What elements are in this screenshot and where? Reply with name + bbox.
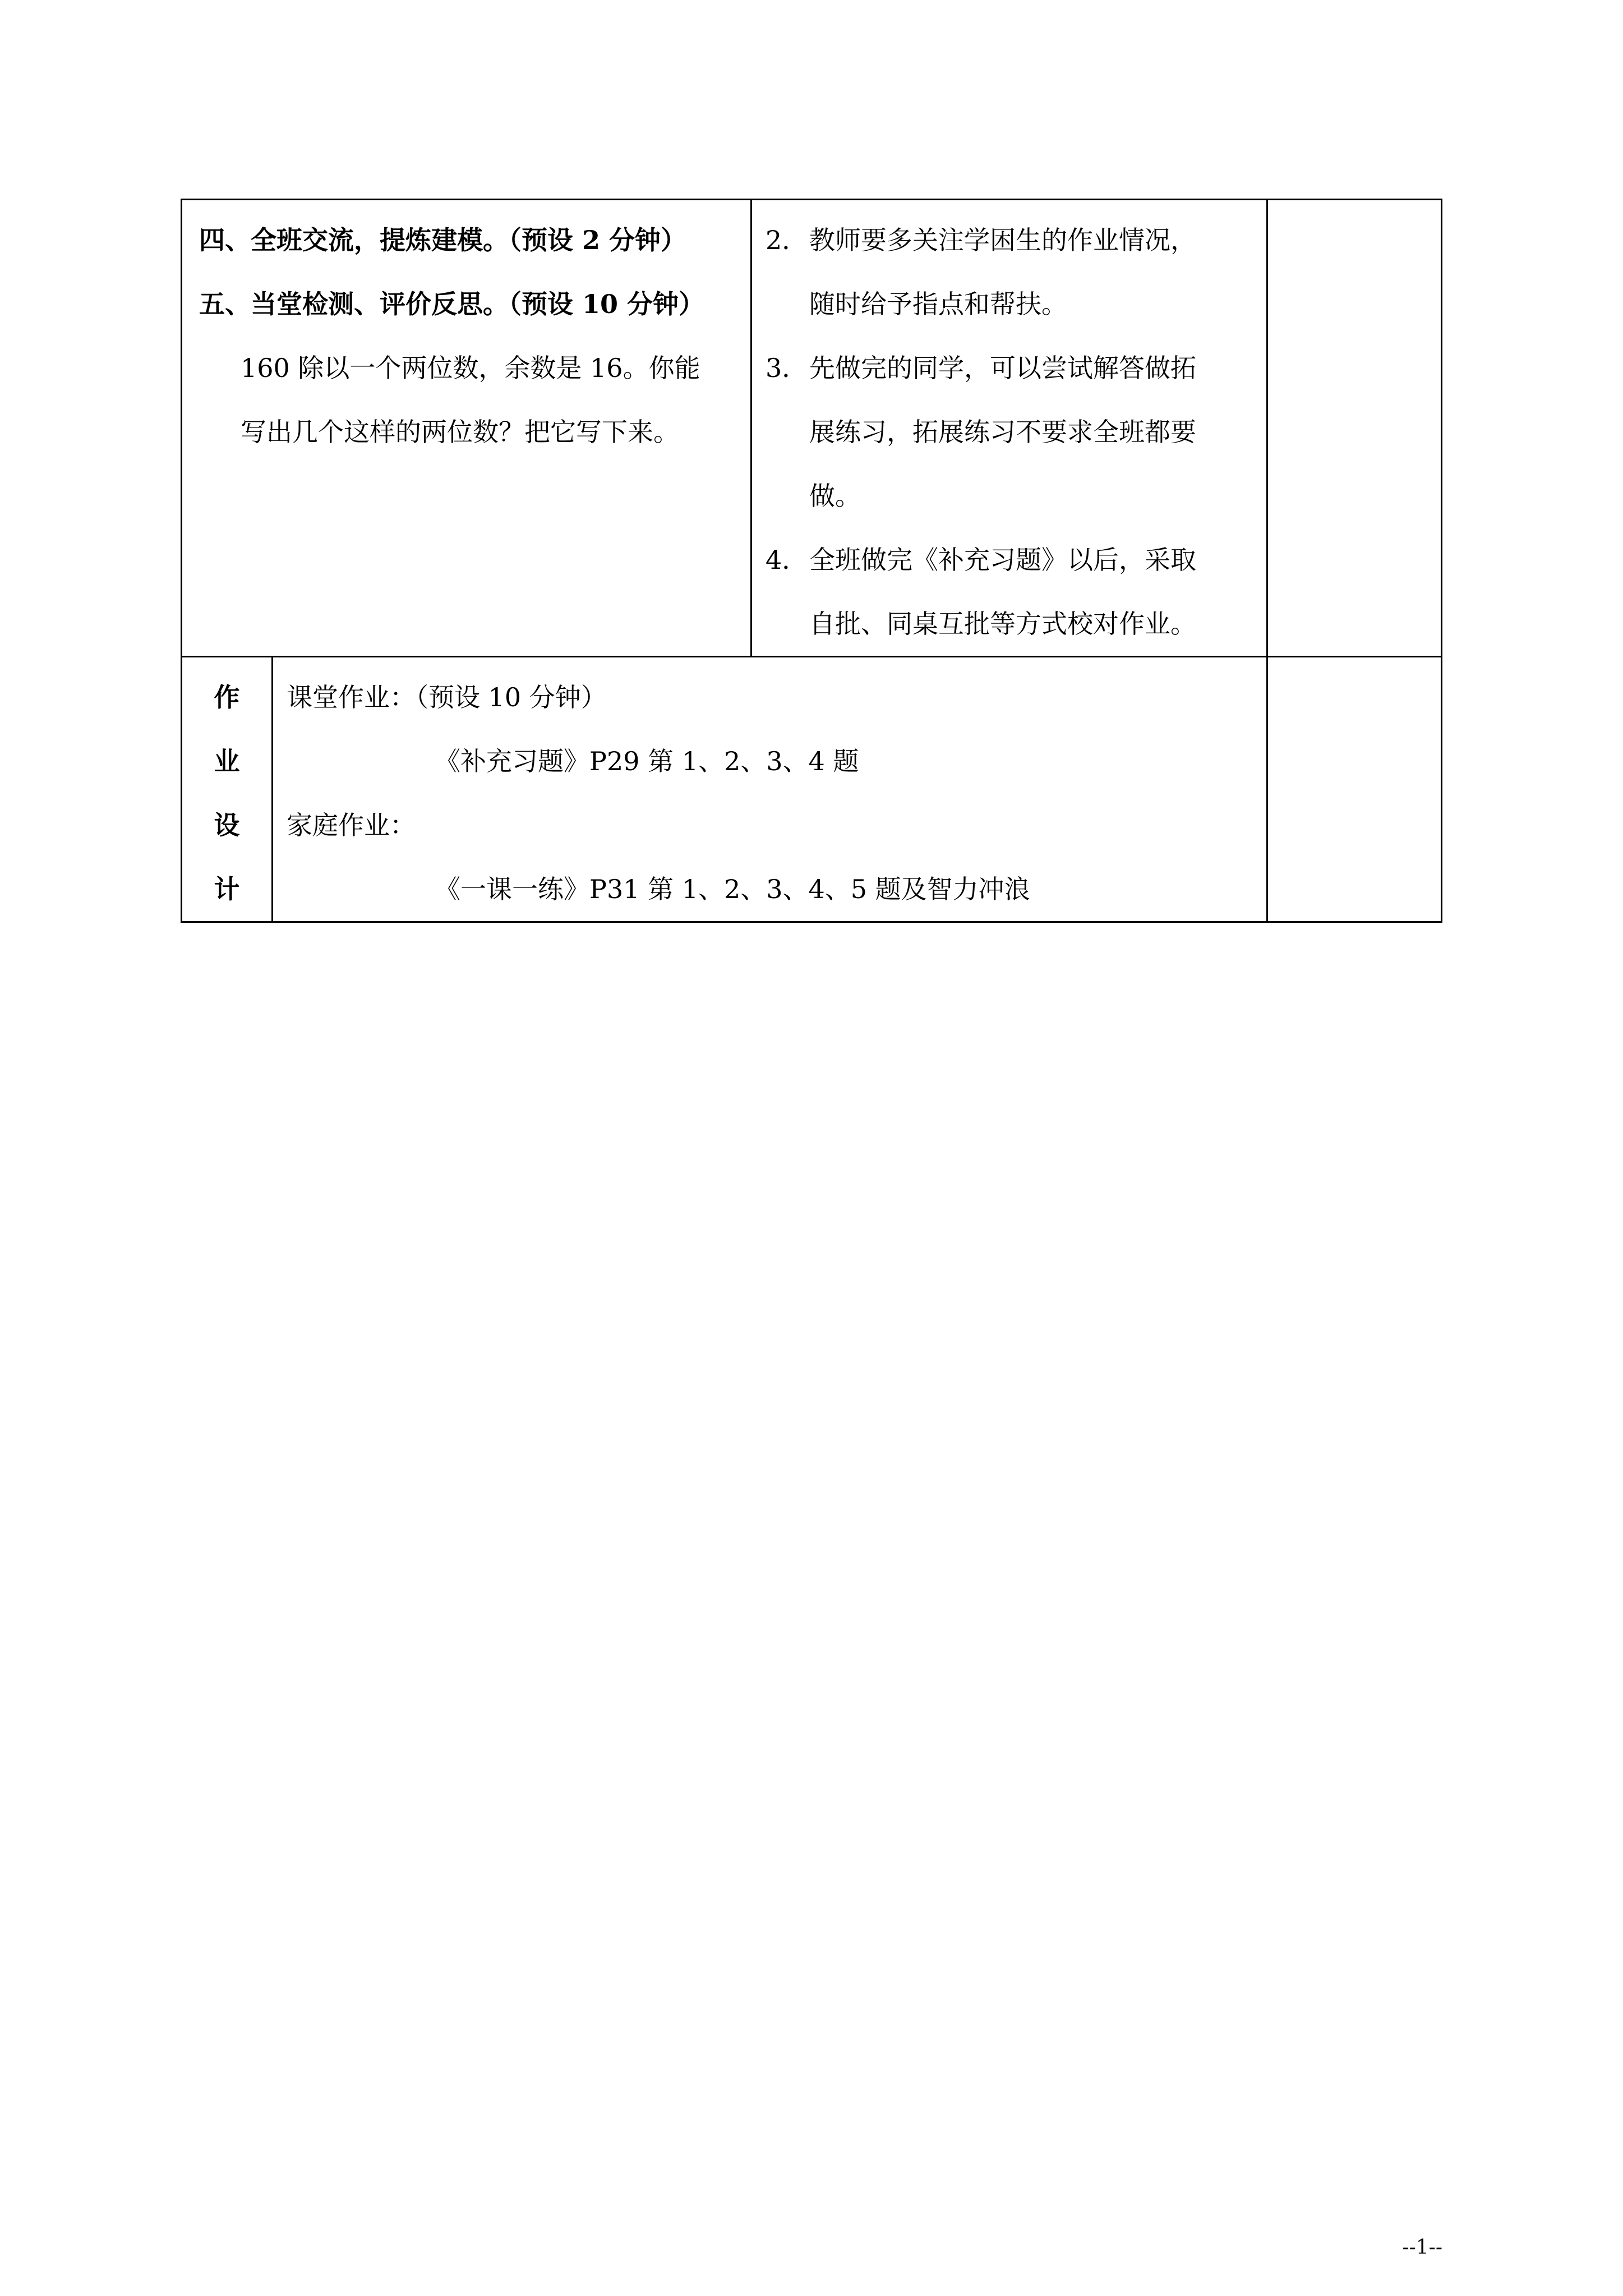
note-4-text-1: 全班做完《补充习题》以后，采取	[809, 545, 1197, 575]
note-3-line-2: 展练习，拓展练习不要求全班都要	[809, 417, 1197, 447]
class-homework-detail: 《补充习题》P29 第 1、2、3、4 题	[435, 746, 859, 776]
note-4-line-1	[766, 528, 1261, 592]
page-number: --1--	[1402, 2236, 1442, 2259]
teacher-notes-cell	[751, 200, 1267, 657]
remarks-cell	[1267, 200, 1442, 657]
homework-remarks-cell	[1267, 657, 1442, 922]
note-2-text-1: 教师要多关注学困生的作业情况，	[809, 225, 1197, 255]
note-2-line-2: 随时给予指点和帮扶。	[809, 289, 1068, 319]
lesson-plan-table	[181, 199, 1442, 923]
label-char-3: 设	[214, 810, 240, 840]
note-3-line-1	[766, 336, 1261, 400]
homework-row	[182, 657, 1442, 922]
note-4-line-2: 自批、同桌互批等方式校对作业。	[809, 609, 1197, 639]
home-homework-title: 家庭作业：	[287, 810, 416, 840]
exercise-line-2: 写出几个这样的两位数？把它写下来。	[241, 417, 679, 447]
note-3-text-1: 先做完的同学，可以尝试解答做拓	[809, 353, 1197, 383]
lesson-steps-cell	[182, 200, 751, 657]
label-char-1: 作	[214, 682, 240, 712]
homework-content-cell	[273, 657, 1267, 922]
note-2-line-1	[766, 208, 1261, 272]
exercise-line-1: 160 除以一个两位数，余数是 16。你能	[241, 353, 700, 383]
step-four-heading: 四、全班交流，提炼建模。（预设 2 分钟）	[199, 225, 687, 255]
note-4-number: 4．	[766, 545, 808, 575]
homework-label-cell	[182, 657, 273, 922]
note-3-line-3: 做。	[809, 481, 861, 511]
note-3-number: 3．	[766, 353, 808, 383]
step-five-heading: 五、当堂检测、评价反思。（预设 10 分钟）	[199, 289, 705, 319]
home-homework-detail: 《一课一练》P31 第 1、2、3、4、5 题及智力冲浪	[435, 874, 1030, 904]
label-char-2: 业	[214, 746, 240, 776]
label-char-4: 计	[214, 874, 240, 904]
note-2-number: 2．	[766, 225, 808, 255]
class-homework-title: 课堂作业：（预设 10 分钟）	[287, 682, 607, 712]
lesson-row	[182, 200, 1442, 657]
